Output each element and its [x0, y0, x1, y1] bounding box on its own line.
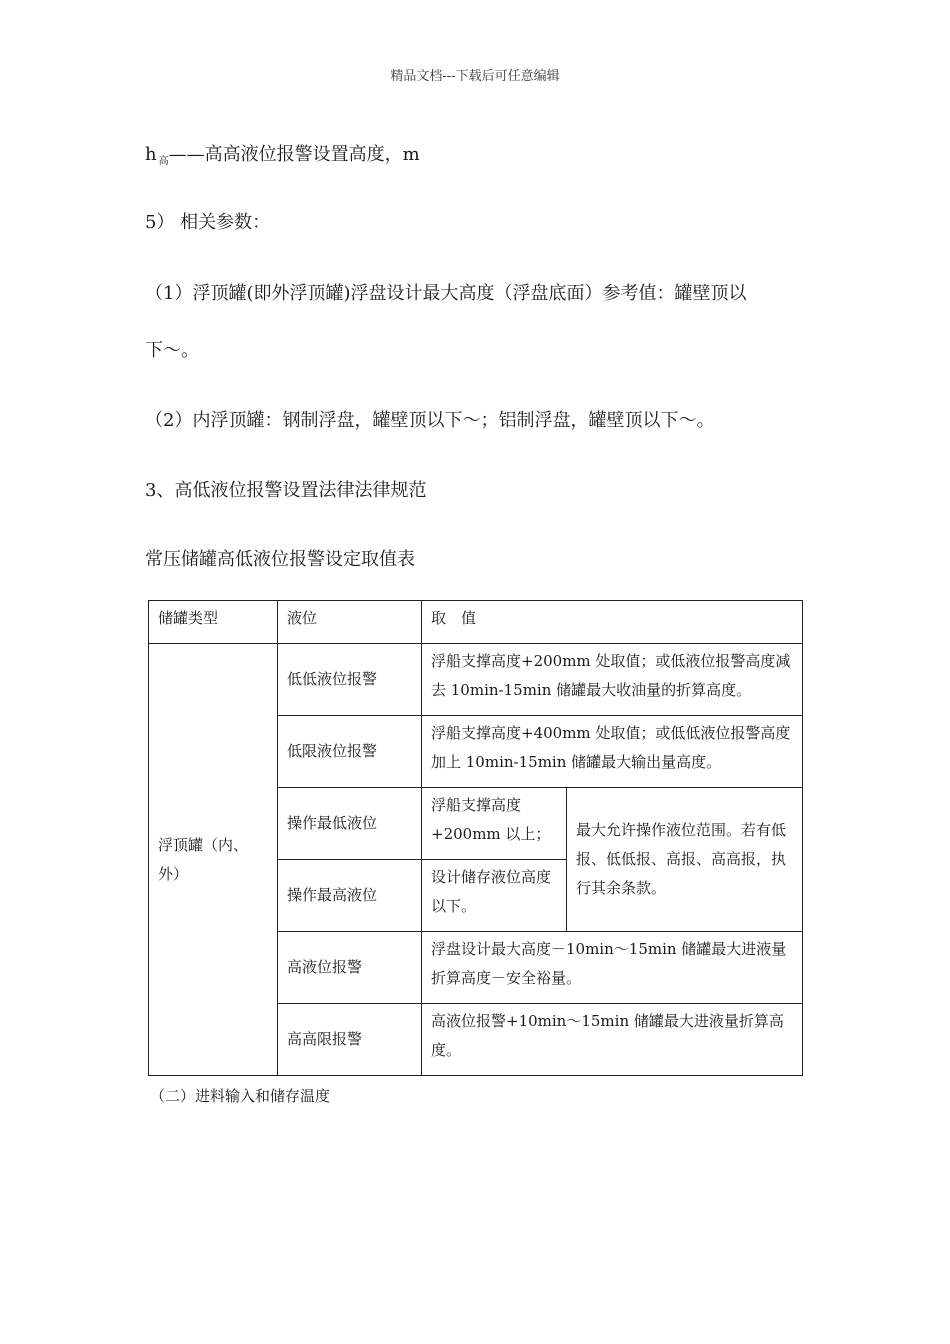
table-title: 常压储罐高低液位报警设定取值表: [145, 549, 415, 570]
next-section-heading: （二）进料输入和储存温度: [150, 1087, 331, 1105]
param-2: （2）内浮顶罐：钢制浮盘，罐壁顶以下～；铝制浮盘，罐壁顶以下～。: [145, 410, 715, 431]
definition-text: ——高高液位报警设置高度，m: [168, 144, 420, 165]
param-1-line-b: 下～。: [145, 340, 199, 361]
section-related-params: 5） 相关参数：: [145, 212, 271, 233]
formula-definition: [145, 140, 420, 167]
alarm-settings-table: [148, 600, 803, 1076]
cell-value: 浮船支撑高度+400mm 处取值；或低低液位报警高度加上 10min-15min 储罐最大输出量高度。: [422, 716, 803, 788]
table-header-row: [149, 601, 803, 644]
cell-value: 浮船支撑高度+200mm 处取值；或低液位报警高度减去 10min-15min 储罐最大收油量的折算高度。: [422, 644, 803, 716]
cell-operating-range-note: 最大允许操作液位范围。若有低报、低低报、高报、高高报，执行其余条款。: [567, 788, 803, 932]
header-value: 取 值: [422, 601, 803, 644]
symbol-h: h: [145, 144, 157, 165]
cell-value: 高液位报警+10min～15min 储罐最大进液量折算高度。: [422, 1004, 803, 1076]
cell-level: 低低液位报警: [278, 644, 422, 716]
symbol-subscript: 高: [158, 156, 169, 167]
cell-level: 操作最高液位: [278, 860, 422, 932]
cell-level: 高高限报警: [278, 1004, 422, 1076]
param-1-line-a: （1）浮顶罐(即外浮顶罐)浮盘设计最大高度（浮盘底面）参考值：罐壁顶以: [145, 283, 747, 304]
cell-value: 浮船支撑高度+200mm 以上；: [422, 788, 567, 860]
cell-level: 操作最低液位: [278, 788, 422, 860]
cell-value: 浮盘设计最大高度－10min～15min 储罐最大进液量折算高度－安全裕量。: [422, 932, 803, 1004]
header-tank-type: 储罐类型: [149, 601, 278, 644]
cell-level: 高液位报警: [278, 932, 422, 1004]
header-level: 液位: [278, 601, 422, 644]
cell-level: 低限液位报警: [278, 716, 422, 788]
page-header: 精品文档---下载后可任意编辑: [390, 69, 560, 84]
section-heading: 3、高低液位报警设置法律法律规范: [145, 480, 427, 501]
cell-tank-type: 浮顶罐（内、外）: [149, 644, 278, 1076]
table-row: [149, 644, 803, 716]
cell-value: 设计储存液位高度以下。: [422, 860, 567, 932]
